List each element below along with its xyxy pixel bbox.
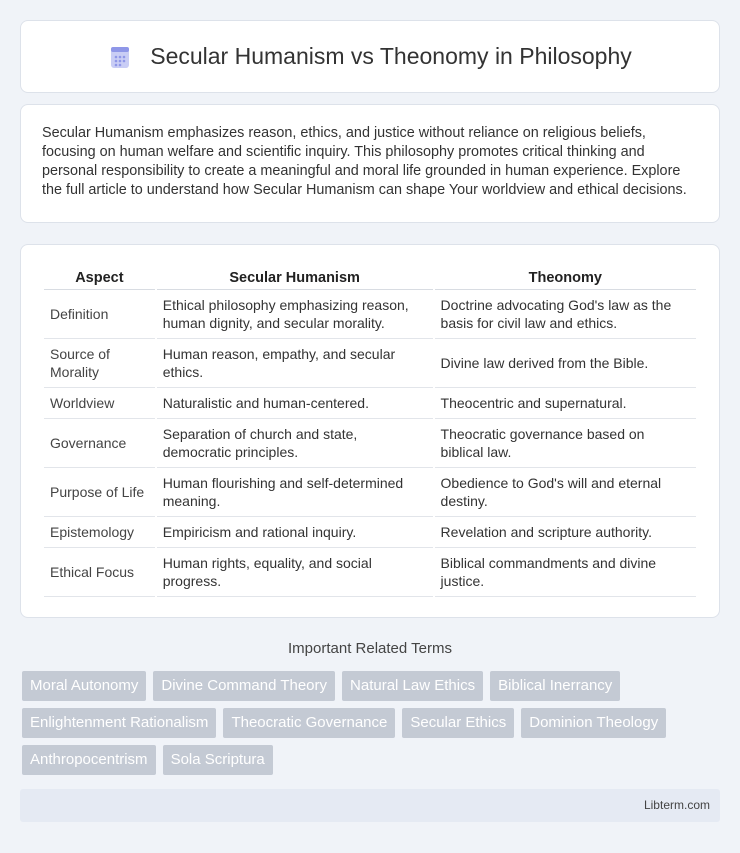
aspect-cell: Epistemology xyxy=(44,517,155,548)
column-header: Theonomy xyxy=(435,264,696,290)
aspect-cell: Source of Morality xyxy=(44,339,155,388)
footer xyxy=(20,789,720,822)
related-terms-title: Important Related Terms xyxy=(288,640,452,657)
secular-humanism-cell: Human flourishing and self-determined meaning. xyxy=(157,468,433,517)
table-row xyxy=(44,388,696,419)
title-card xyxy=(20,20,720,93)
secular-humanism-cell: Empiricism and rational inquiry. xyxy=(157,517,433,548)
column-header: Secular Humanism xyxy=(157,264,433,290)
theonomy-cell: Divine law derived from the Bible. xyxy=(435,339,696,388)
secular-humanism-cell: Separation of church and state, democratic principles. xyxy=(157,419,433,468)
table-row xyxy=(44,419,696,468)
column-header: Aspect xyxy=(44,264,155,290)
secular-humanism-cell: Human reason, empathy, and secular ethics. xyxy=(157,339,433,388)
intro-text: Secular Humanism emphasizes reason, ethics, and justice without reliance on religious beliefs, focusing on human welfare and scientific inquiry. This philosophy promotes critical thinking and personal responsibility to create a meaningful and moral life grounded in human experience. Explore the full article to understand how Secular Humanism can shape Your worldview and ethical decisions. xyxy=(42,125,687,198)
secular-humanism-cell: Ethical philosophy emphasizing reason, human dignity, and secular morality. xyxy=(157,290,433,339)
related-terms-list xyxy=(22,671,722,775)
table-row xyxy=(44,548,696,597)
comparison-table xyxy=(42,264,698,597)
table-row xyxy=(44,468,696,517)
footer-brand[interactable]: Libterm.com xyxy=(643,798,710,812)
aspect-cell: Worldview xyxy=(44,388,155,419)
theonomy-cell: Theocentric and supernatural. xyxy=(435,388,696,419)
related-term-tag[interactable]: Enlightenment Rationalism xyxy=(22,708,216,738)
related-term-tag[interactable]: Sola Scriptura xyxy=(163,745,273,775)
theonomy-cell: Theocratic governance based on biblical law. xyxy=(435,419,696,468)
secular-humanism-cell: Human rights, equality, and social progress. xyxy=(157,548,433,597)
document-icon xyxy=(108,45,132,69)
theonomy-cell: Revelation and scripture authority. xyxy=(435,517,696,548)
table-row xyxy=(44,290,696,339)
table-row xyxy=(44,339,696,388)
table-row xyxy=(44,517,696,548)
related-term-tag[interactable]: Dominion Theology xyxy=(521,708,666,738)
intro-card xyxy=(20,104,720,223)
related-term-tag[interactable]: Anthropocentrism xyxy=(22,745,156,775)
theonomy-cell: Biblical commandments and divine justice. xyxy=(435,548,696,597)
aspect-cell: Ethical Focus xyxy=(44,548,155,597)
secular-humanism-cell: Naturalistic and human-centered. xyxy=(157,388,433,419)
related-term-tag[interactable]: Biblical Inerrancy xyxy=(490,671,620,701)
related-term-tag[interactable]: Divine Command Theory xyxy=(153,671,335,701)
page-title: Secular Humanism vs Theonomy in Philosophy xyxy=(150,43,632,69)
aspect-cell: Purpose of Life xyxy=(44,468,155,517)
aspect-cell: Definition xyxy=(44,290,155,339)
related-term-tag[interactable]: Moral Autonomy xyxy=(22,671,146,701)
related-term-tag[interactable]: Theocratic Governance xyxy=(223,708,395,738)
theonomy-cell: Doctrine advocating God's law as the basis for civil law and ethics. xyxy=(435,290,696,339)
comparison-card xyxy=(20,244,720,618)
aspect-cell: Governance xyxy=(44,419,155,468)
table-header-row xyxy=(44,264,696,290)
related-term-tag[interactable]: Natural Law Ethics xyxy=(342,671,483,701)
related-term-tag[interactable]: Secular Ethics xyxy=(402,708,514,738)
theonomy-cell: Obedience to God's will and eternal destiny. xyxy=(435,468,696,517)
